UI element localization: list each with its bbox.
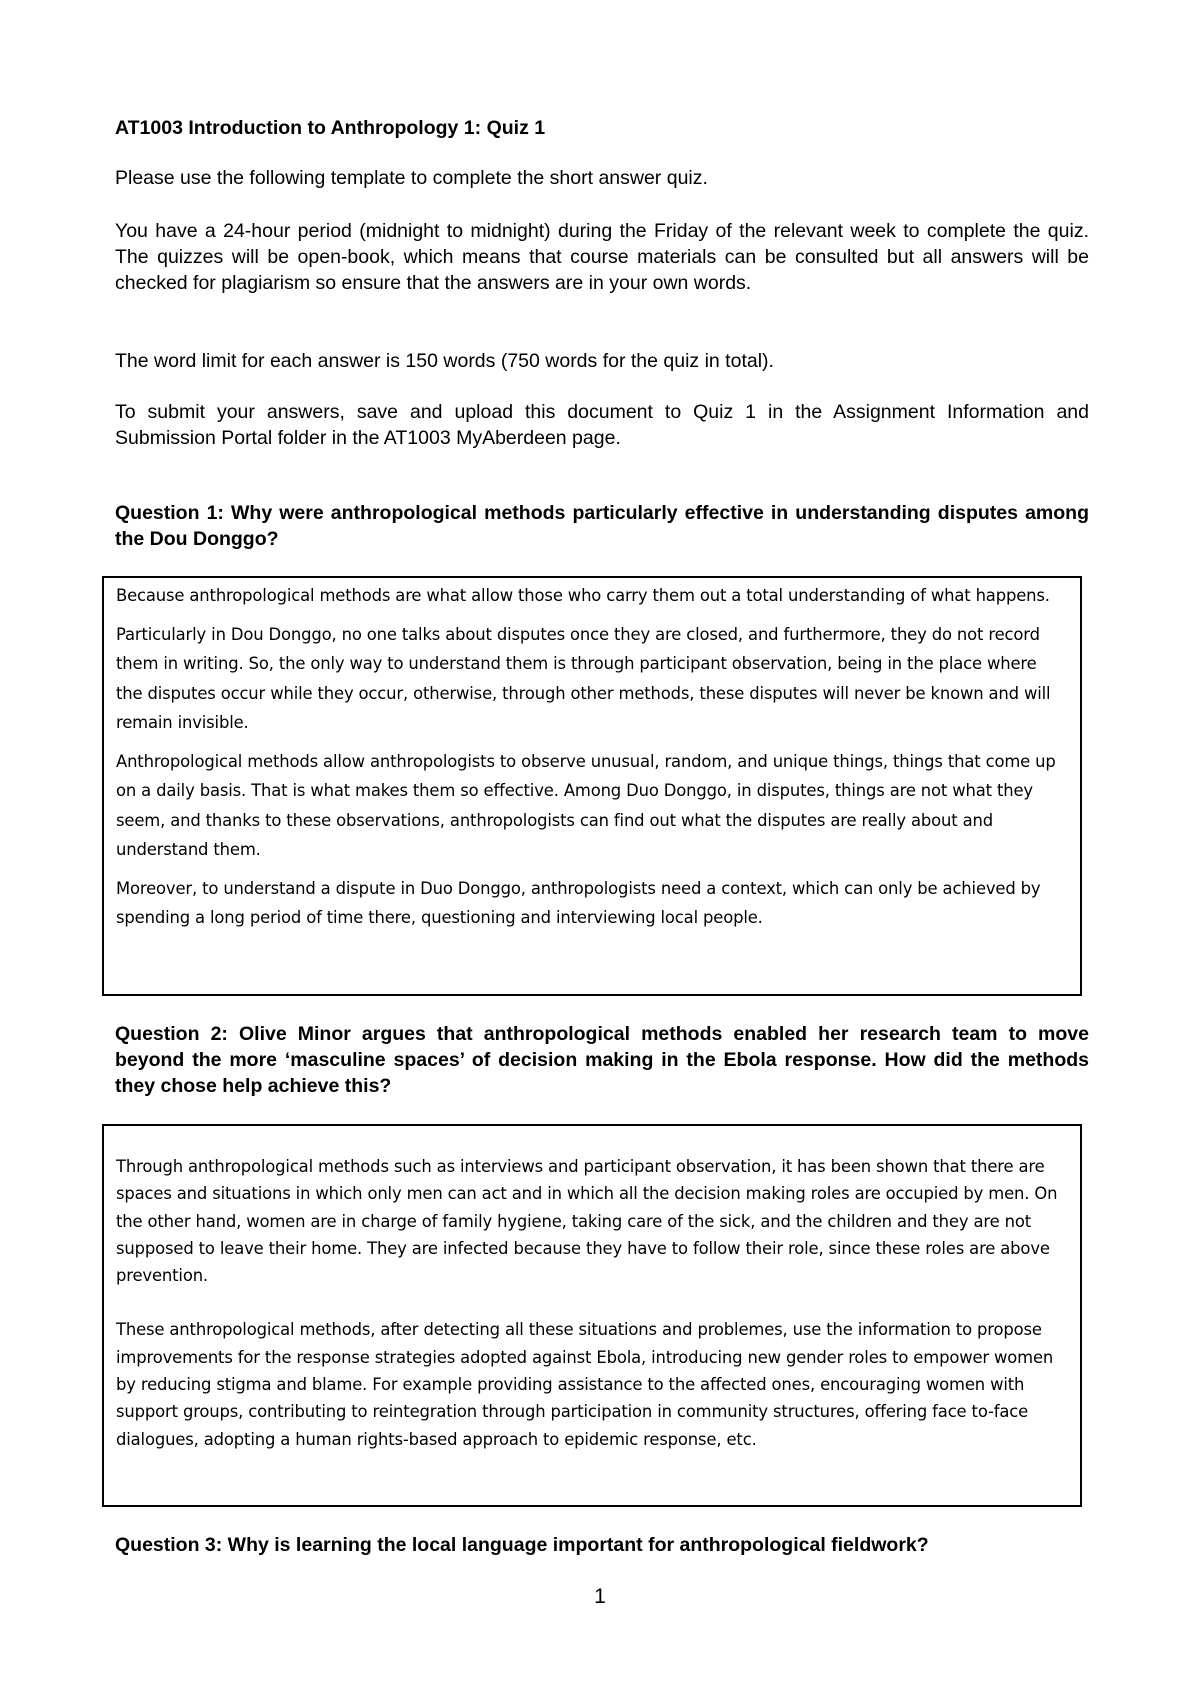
answer-2-paragraph-1: Through anthropological methods such as interviews and participant observation, it has been shown that there are spaces and situations in which only men can act and in which all the decision making roles are occupied by men. On the other hand, women are in charge of family hygiene, taking care of the sick, and the children and they are not supposed to leave their home. They are infected because they have to follow their role, since these roles are above prevention. xyxy=(116,1157,1058,1286)
answer-1-paragraph-4: Moreover, to understand a dispute in Duo Donggo, anthropologists need a context, which can only be achieved by spending a long period of time there, questioning and interviewing local people. xyxy=(116,878,1041,927)
answer-2-box[interactable] xyxy=(102,1124,1082,1507)
answer-1-paragraph-2: Particularly in Dou Donggo, no one talks about disputes once they are closed, and furthermore, they do not record them in writing. So, the only way to understand them is through participant observation, being in the place where the disputes occur while they occur, otherwise, through other methods, these disputes will never be known and will remain invisible. xyxy=(116,624,1051,732)
question-2-prompt: Question 2: Olive Minor argues that anthropological methods enabled her research team to move beyond the more ‘masculine spaces’ of decision making in the Ebola response. How did the methods they chose help achieve this? xyxy=(115,1023,1089,1097)
word-limit-paragraph: The word limit for each answer is 150 words (750 words for the quiz in total). xyxy=(115,350,774,372)
instructions-paragraph: You have a 24-hour period (midnight to midnight) during the Friday of the relevant week to complete the quiz. The quizzes will be open-book, which means that course materials can be consulted but all answers will be checked for plagiarism so ensure that the answers are in your own words. xyxy=(115,220,1089,294)
answer-1-paragraph-1: Because anthropological methods are what allow those who carry them out a total understanding of what happens. xyxy=(116,586,1050,605)
submission-paragraph: To submit your answers, save and upload this document to Quiz 1 in the Assignment Information and Submission Portal folder in the AT1003 MyAberdeen page. xyxy=(115,401,1089,449)
intro-paragraph: Please use the following template to complete the short answer quiz. xyxy=(115,167,708,189)
question-3-prompt: Question 3: Why is learning the local language important for anthropological fieldwork? xyxy=(115,1534,929,1556)
answer-1-box[interactable] xyxy=(102,576,1082,996)
answer-2-paragraph-2: These anthropological methods, after detecting all these situations and problemes, use the information to propose improvements for the response strategies adopted against Ebola, introducing new gender roles to empower women by reducing stigma and blame. For example providing assistance to the affected ones, encouraging women with support groups, contributing to reintegration through participation in community structures, offering face to-face dialogues, adopting a human rights-based approach to epidemic response, etc. xyxy=(116,1320,1054,1449)
page-number: 1 xyxy=(594,1585,606,1608)
document-title: AT1003 Introduction to Anthropology 1: Quiz 1 xyxy=(115,117,546,139)
answer-1-paragraph-3: Anthropological methods allow anthropologists to observe unusual, random, and unique things, things that come up on a daily basis. That is what makes them so effective. Among Duo Donggo, in disputes, things are not what they seem, and thanks to these observations, anthropologists can find out what the disputes are really about and understand them. xyxy=(116,751,1056,859)
question-1-prompt: Question 1: Why were anthropological methods particularly effective in understanding disputes among the Dou Donggo? xyxy=(115,502,1089,550)
